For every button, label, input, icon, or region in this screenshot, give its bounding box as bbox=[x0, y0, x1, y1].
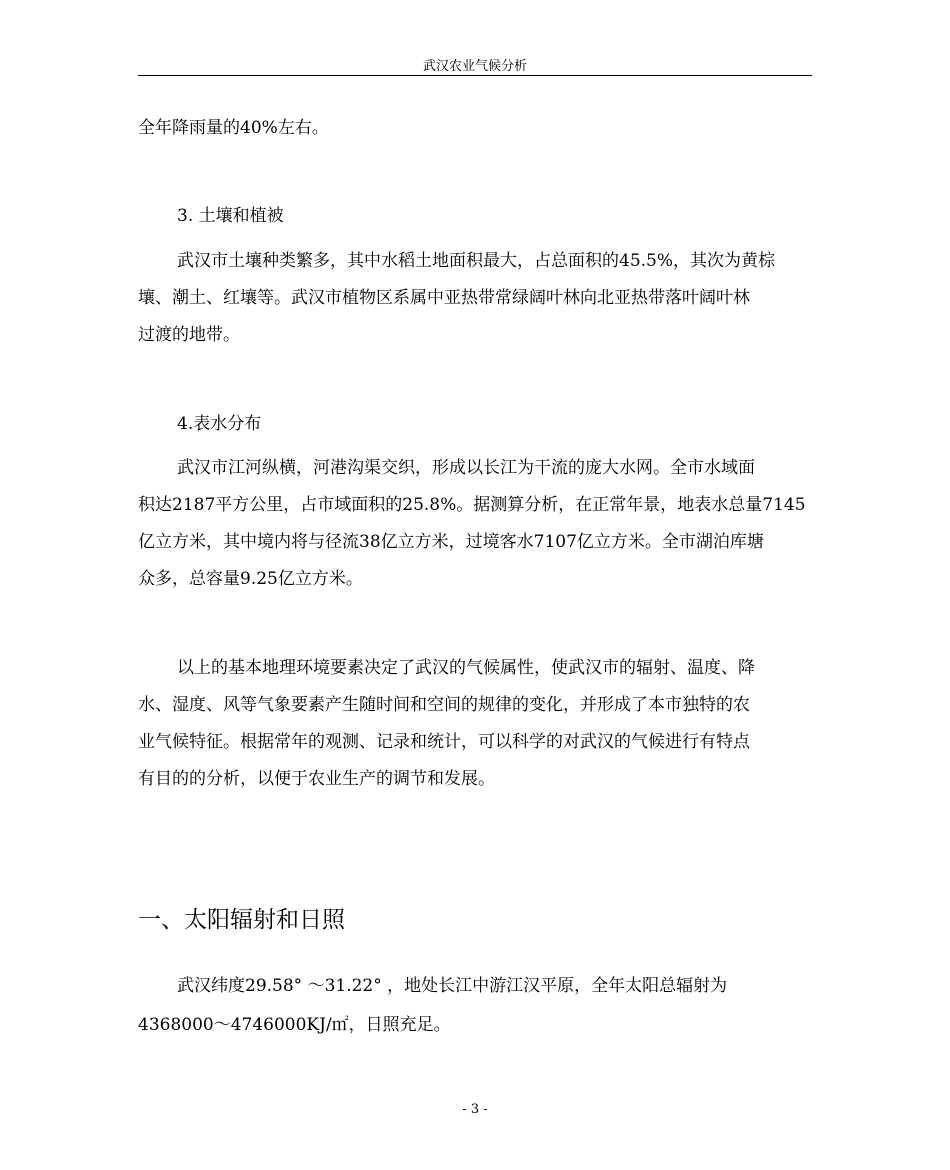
paragraph-line: 水、湿度、风等气象要素产生随时间和空间的规律的变化，并形成了本市独特的农 bbox=[138, 695, 750, 715]
paragraph-line: 武汉纬度29.58° ～31.22° ，地处长江中游江汉平原，全年太阳总辐射为 bbox=[177, 976, 728, 996]
paragraph-line: 有目的的分析，以便于农业生产的调节和发展。 bbox=[138, 769, 495, 789]
header-divider bbox=[138, 75, 812, 76]
page-number: - 3 - bbox=[462, 1102, 488, 1117]
paragraph-line: 以上的基本地理环境要素决定了武汉的气候属性，使武汉市的辐射、温度、降 bbox=[177, 658, 755, 678]
section-heading-water: 4.表水分布 bbox=[177, 414, 262, 434]
paragraph-line: 壤、潮土、红壤等。武汉市植物区系属中亚热带常绿阔叶林向北亚热带落叶阔叶林 bbox=[138, 288, 750, 308]
page-header: 武汉农业气候分析 bbox=[422, 59, 527, 74]
paragraph-line: 武汉市土壤种类繁多，其中水稻土地面积最大，占总面积的45.5%，其次为黄棕 bbox=[177, 251, 776, 271]
section-heading-soil: 3. 土壤和植被 bbox=[177, 206, 284, 226]
paragraph-line: 积达2187平方公里，占市域面积的25.8%。据测算分析，在正常年景，地表水总量7145 bbox=[138, 495, 806, 515]
paragraph-line: 全年降雨量的40%左右。 bbox=[138, 118, 329, 138]
chapter-heading-solar-radiation: 一、太阳辐射和日照 bbox=[138, 907, 345, 933]
paragraph-line: 众多，总容量9.25亿立方米。 bbox=[138, 569, 363, 589]
paragraph-line: 过渡的地带。 bbox=[138, 325, 240, 345]
paragraph-line: 亿立方米，其中境内将与径流38亿立方米，过境客水7107亿立方米。全市湖泊库塘 bbox=[138, 532, 764, 552]
paragraph-line: 业气候特征。根据常年的观测、记录和统计，可以科学的对武汉的气候进行有特点 bbox=[138, 732, 750, 752]
paragraph-line: 4368000～4746000KJ/㎡，日照充足。 bbox=[138, 1015, 451, 1035]
paragraph-line: 武汉市江河纵横，河港沟渠交织，形成以长江为干流的庞大水网。全市水域面 bbox=[177, 458, 755, 478]
